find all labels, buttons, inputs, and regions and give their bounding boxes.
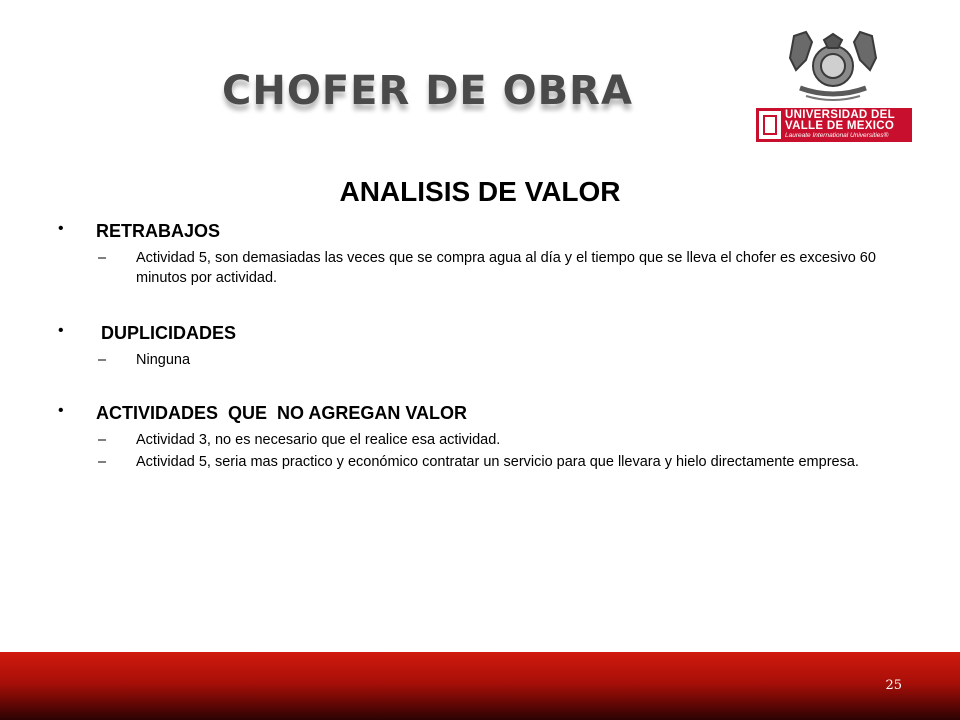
- dash-icon: –: [98, 454, 107, 470]
- sub-item-text: Ninguna: [136, 352, 191, 368]
- university-logo: [756, 30, 912, 146]
- university-seal-icon: [786, 30, 880, 106]
- slide-title: CHOFER DE OBRA: [222, 68, 633, 114]
- uvm-name-line2: VALLE DE MEXICO: [785, 120, 895, 132]
- sub-item: [96, 452, 898, 472]
- sub-item: [96, 350, 898, 370]
- sub-item: [96, 248, 898, 288]
- sub-item-text: Actividad 5, son demasiadas las veces que se compra agua al día y el tiempo que se lleva el chofer es excesivo 60 minutos por actividad.: [136, 250, 876, 286]
- footer-band: [0, 652, 960, 720]
- section-heading: ANALISIS DE VALOR: [339, 176, 621, 207]
- bullet-retrabajos: [58, 218, 898, 288]
- bullet-label: DUPLICIDADES: [96, 323, 237, 343]
- uvm-tagline: Laureate International Universities®: [785, 132, 889, 139]
- bullet-label: RETRABAJOS: [96, 221, 221, 241]
- uvm-name-line1: UNIVERSIDAD DEL: [785, 109, 895, 121]
- bullet-dot-icon: •: [58, 220, 64, 237]
- bullet-dot-icon: •: [58, 322, 64, 339]
- dash-icon: –: [98, 432, 107, 448]
- sub-item-text: Actividad 3, no es necesario que el realice esa actividad.: [136, 432, 501, 448]
- dash-icon: –: [98, 352, 107, 368]
- bullet-actividades: [58, 400, 898, 472]
- sub-item: [96, 430, 898, 450]
- bullet-dot-icon: •: [58, 402, 64, 419]
- page-number: 25: [885, 678, 902, 693]
- dash-icon: –: [98, 250, 107, 266]
- sub-item-text: Actividad 5, seria mas practico y económico contratar un servicio para que llevara y hielo directamente empresa.: [136, 454, 859, 470]
- uvm-banner: [756, 108, 912, 142]
- bullet-list: [58, 218, 898, 474]
- uvm-emblem-icon: [759, 111, 781, 139]
- bullet-label: ACTIVIDADES QUE NO AGREGAN VALOR: [96, 403, 468, 423]
- bullet-duplicidades: [58, 320, 898, 370]
